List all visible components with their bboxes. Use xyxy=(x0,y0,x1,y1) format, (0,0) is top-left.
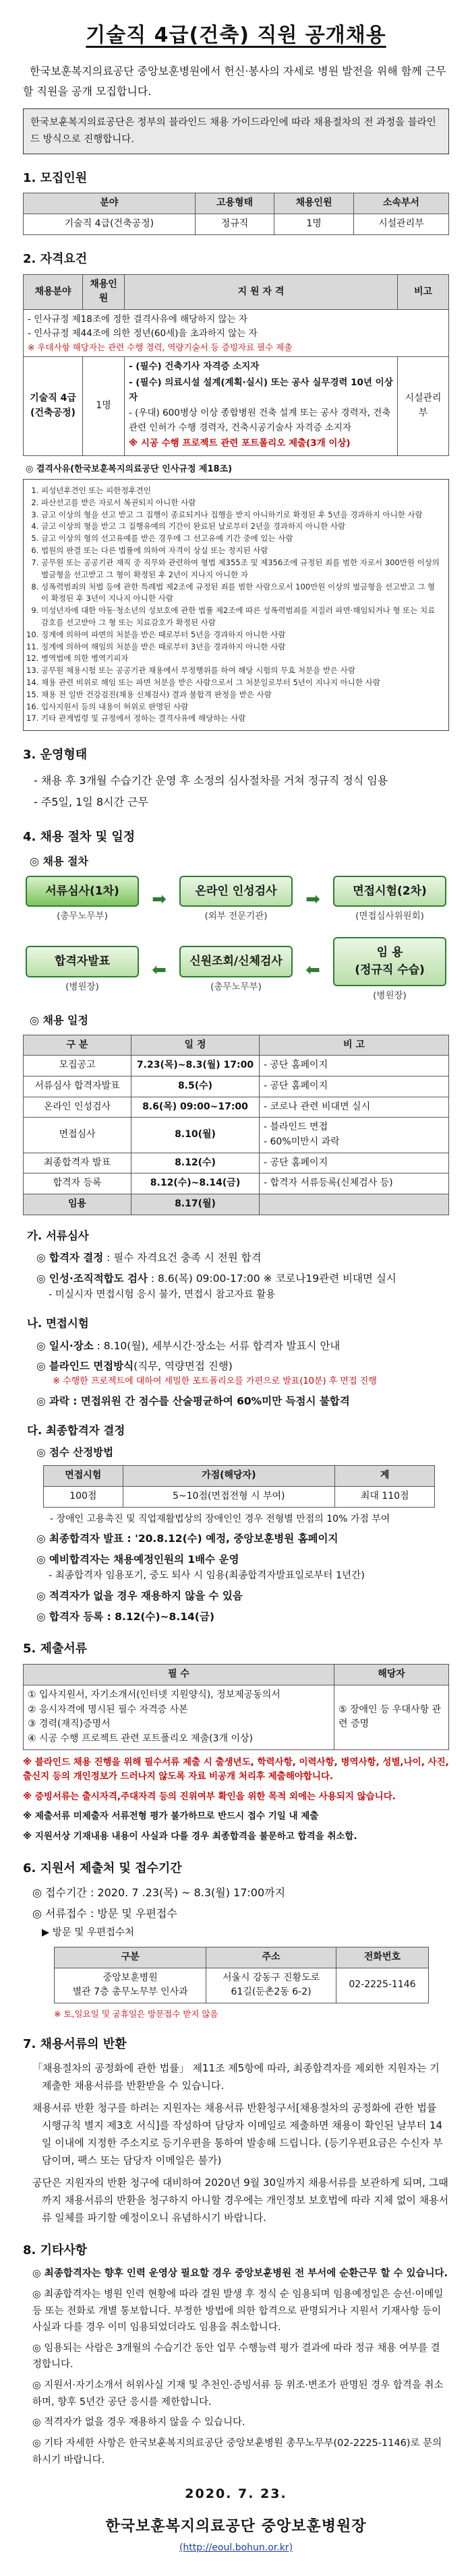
arrow-left-icon: ⬅ xyxy=(152,959,167,980)
section-heading-submission: 6. 지원서 제출처 및 접수기간 xyxy=(23,1861,182,1875)
return-paragraph: 「채용절차의 공정화에 관한 법률」 제11조 제5항에 따라, 최종합격자를 제외한 지원자는 기 제출한 채용서류를 반환받을 수 있습니다. xyxy=(32,2062,440,2092)
table-header: 계 xyxy=(334,1466,434,1487)
table-cell: 합격자 등록 xyxy=(24,1173,131,1194)
list-item: 4. 금고 이상의 형을 받고 그 집행유예의 기간이 완료된 날로부터 2년을 경과하지 아니한 사람 xyxy=(41,521,442,533)
table-header: 비 고 xyxy=(260,1035,449,1056)
requirement-line: - (우대) 600병상 이상 종합병원 건축 설계 또는 공사 경력자, 건축 관련 인허가 수행 경력자, 건축시공기술사 자격증 소지자 xyxy=(129,408,391,433)
flow-step-owner: (병원장) xyxy=(373,990,407,1001)
section-heading-recruitment: 1. 모집인원 xyxy=(23,170,88,185)
flow-step-owner: (면접심사위원회) xyxy=(355,911,424,922)
table-header: 전화번호 xyxy=(336,1947,428,1968)
detail-item xyxy=(36,1270,449,1303)
intro-paragraph: 한국보훈복지의료공단 중앙보훈병원에서 헌신·봉사의 자세로 병원 발전을 위해 함께 근무할 직원을 공개 모집합니다. xyxy=(23,64,446,98)
documents-table xyxy=(23,1664,449,1749)
table-header: 일 정 xyxy=(131,1035,260,1056)
table-cell: 모집공고 xyxy=(24,1056,131,1076)
flow-step-box: 서류심사(1차) xyxy=(26,876,139,907)
detail-item-head: ◎ 블라인드 면접방식 xyxy=(36,1360,134,1373)
list-item: 10. 징계에 의하여 파면의 처분을 받은 때로부터 5년을 경과하지 아니한 사람 xyxy=(41,629,442,641)
list-item: 6. 법원의 판결 또는 다른 법률에 의하여 자격이 상실 또는 정지된 사람 xyxy=(41,545,442,557)
table-row xyxy=(24,1173,449,1194)
list-item: 11. 징계에 의하여 해임의 처분을 받은 때로부터 3년을 경과하지 아니한 사람 xyxy=(41,641,442,653)
table-row xyxy=(24,1076,449,1097)
section-heading-misc: 8. 기타사항 xyxy=(23,2243,88,2258)
list-item: 16. 입사지원서 등의 내용이 허위로 판명된 사람 xyxy=(41,701,442,713)
flow-step-owner: (총무노무부) xyxy=(57,911,108,922)
flow-step xyxy=(333,876,446,924)
arrow-left-icon: ⬅ xyxy=(305,959,320,980)
operation-list xyxy=(34,770,449,813)
table-cell: 최대 110점 xyxy=(334,1486,434,1507)
table-header: 지 원 자 격 xyxy=(125,274,398,309)
detail-item-head: ◎ 인성·조직적합도 검사 xyxy=(36,1273,148,1285)
detail-item-head: ◎ 합격자 결정 xyxy=(36,1252,104,1264)
table-cell: 면접심사 xyxy=(24,1118,131,1153)
flow-step-box: 임 용 (정규직 수습) xyxy=(333,937,446,986)
return-paragraph: 공단은 지원자의 반환 청구에 대비하여 2020년 9월 30일까지 채용서류를 보관하게 되며, 그때까지 채용서류의 반환을 청구하지 아니할 경우에는 개인정보 보호법에 따라 지체 없이 채용서류 일체를 파기할 예정이오니 유념하시기 바랍니다. xyxy=(32,2176,449,2224)
requirement-line: - (필수) 건축기사 자격증 소지자 xyxy=(129,361,260,373)
general-requirement: - 인사규정 제18조에 정한 결격사유에 해당하지 않는 자 xyxy=(28,314,247,325)
blind-hiring-notice: 한국보훈복지의료공단은 정부의 블라인드 채용 가이드라인에 따라 채용절차의 전 과정을 블라인드 방식으로 진행합니다. xyxy=(23,108,449,154)
list-item: ◎ 지원서·자기소개서 허위사실 기재 및 추천인·증빙서류 등 위조·변조가 판명된 경우 합격을 취소하며, 향후 5년간 공단 응시를 제한합니다. xyxy=(32,2380,444,2408)
flow-step-owner: (총무노무부) xyxy=(210,981,262,992)
procedure-flow-row-1 xyxy=(26,876,446,924)
disqualification-heading: ◎ 결격사유(한국보훈복지의료공단 인사규정 제18조) xyxy=(26,463,233,474)
document-usage-note: ※ 증빙서류는 출시자격,주대자격 등의 진위여부 확인을 위한 목적 외에는 사용되지 않습니다. xyxy=(23,1791,396,1802)
detail-item-head: ◎ 일시·장소 xyxy=(36,1339,94,1352)
veteran-note: ※ 우대사항 해당자는 관련 수행 경력, 역량기술서 등 증빙자료 필수 제출 xyxy=(28,342,293,352)
score-label: ◎ 점수 산정방법 xyxy=(36,1446,114,1459)
list-item: ◎ 적격자가 없을 경우 재용하지 않을 수 있습니다. xyxy=(32,2417,245,2428)
arrow-right-icon: ➡ xyxy=(152,889,167,910)
flow-step xyxy=(179,876,293,924)
table-row xyxy=(24,1685,449,1749)
flow-step xyxy=(333,937,446,1003)
return-paragraph: 채용서류 반환 청구를 하려는 지원자는 채용서류 반환청구서[채용절차의 공정화에 관한 법률 시행규칙 별지 제3호 서식]를 작성하여 담당자 이메일로 제출하면 채용이 확인된 날부터 14일 이내에 지정한 주소지로 등기우편을 통하여 발송해 드립니다. (등기우편요금은 수신자 부담이며, 팩스 또는 담당자 이메일은 불가) xyxy=(32,2101,443,2167)
detail-sub-note: - 최종합격자 임용포기, 중도 퇴사 시 임용(최종합격자발표일로부터 1년간) xyxy=(49,1570,365,1581)
table-header: 주소 xyxy=(206,1947,336,1968)
flow-step-box: 온라인 인성검사 xyxy=(179,876,293,907)
table-row xyxy=(24,310,449,357)
table-row xyxy=(44,1486,435,1507)
table-cell: 서류심사 합격자발표 xyxy=(24,1076,131,1097)
table-header: 소속부서 xyxy=(353,193,448,214)
flow-step-owner: (외부 전문기관) xyxy=(204,911,268,922)
flow-step-owner: (병원장) xyxy=(65,981,99,992)
table-cell: 8.12(수)~8.14(금) xyxy=(131,1173,260,1194)
section-heading-qualifications: 2. 자격요건 xyxy=(23,251,88,266)
table-cell: 100점 xyxy=(44,1486,123,1507)
procedure-label: ◎ 채용 절차 xyxy=(30,855,88,868)
visit-note: ※ 토,일요일 및 공휴일은 방문접수 받지 않음 xyxy=(54,2008,218,2019)
detail-item xyxy=(36,1250,449,1266)
count-cell: 1명 xyxy=(83,357,125,456)
detail-item-text: : 8.6(목) 09:00-17:00 ※ 코로나19관련 비대면 실시 xyxy=(147,1273,396,1285)
signer-name: 한국보훈복지의료공단 중앙보훈병원장 xyxy=(105,2517,367,2535)
portfolio-requirement: ※ 시공 수행 프로젝트 관련 포트폴리오 제출(3개 이상) xyxy=(129,438,351,449)
table-header: 가점(해당자) xyxy=(123,1466,334,1487)
table-cell: 8.12(수) xyxy=(131,1153,260,1173)
list-item: ④ 시공 수행 프로젝트 관련 포트폴리오 제출(3개 이상) xyxy=(28,1733,254,1744)
schedule-label: ◎ 채용 일정 xyxy=(30,1013,88,1027)
general-requirement: - 인사규정 제44조에 의한 정년(60세)을 초과하지 않는 자 xyxy=(28,328,258,340)
table-header: 비고 xyxy=(398,274,449,309)
detail-item xyxy=(36,1338,449,1355)
submission-period xyxy=(32,1883,449,1942)
table-header: 분야 xyxy=(24,193,196,214)
table-cell: 정규직 xyxy=(195,214,274,235)
list-item: 5. 금고 이상의 형의 선고유예를 받은 경우에 그 선고유예 기간 중에 있는 사람 xyxy=(41,533,442,545)
detail-item: ◎ 적격자가 없을 경우 재용하지 않을 수 있음 xyxy=(36,1589,243,1602)
list-item: ◎ 최종합격자는 병원 인력 현황에 따라 결원 발생 후 정식 순 임용되며 임용예정일은 승선·이메일 등 또는 전화로 개별 통보합니다. 부정한 방법에 의한 합격으로 판명되거나 지원서 기재사항 등이 사실과 다를 경우 이미 임용되었더라도 임용을 취소합니다. xyxy=(32,2288,444,2333)
detail-item-text: ◎ 예비합격자는 채용예정인원의 1배수 운영 xyxy=(36,1553,239,1566)
table-cell: 02-2225-1146 xyxy=(336,1968,428,2003)
table-cell: - 공단 홈페이지 xyxy=(260,1153,449,1173)
table-row xyxy=(24,1194,449,1215)
list-item: - 채용 후 3개월 수습기간 운영 후 소정의 심사절차를 거쳐 정규직 정식 임용 xyxy=(34,774,388,787)
detail-item: ◎ 합격자 등록 : 8.12(수)~8.14(금) xyxy=(36,1610,214,1623)
table-header: 고용형태 xyxy=(195,193,274,214)
section-heading-documents: 5. 제출서류 xyxy=(23,1642,88,1656)
table-header: 구 분 xyxy=(24,1035,131,1056)
score-table xyxy=(43,1465,435,1507)
table-cell: 서울시 강동구 진황도로 61길(둔촌2동 6-2) xyxy=(206,1968,336,2003)
table-cell: - 코로나 관련 비대면 실시 xyxy=(260,1097,449,1118)
table-row xyxy=(55,1968,429,2003)
list-item: 14. 채용 관련 비위로 해임 또는 파면 처분을 받은 사람으로서 그 처분일로부터 5년이 지나지 아니한 사람 xyxy=(41,677,442,689)
table-cell: 중앙보훈병원 별관 7층 총무노무부 인사과 xyxy=(55,1968,206,2003)
announcement-date: 2020. 7. 23. xyxy=(185,2486,287,2502)
deadline-warning: ※ 제출서류 미제출자 서류전형 평가 불가하므로 반드시 접수 기일 내 제출 xyxy=(23,1811,319,1822)
flow-step-box: 면접시험(2차) xyxy=(333,876,446,907)
homepage-link[interactable]: (http://eoul.bohun.or.kr) xyxy=(179,2542,293,2553)
detail-sub-note: - 미실시자 면접시험 응시 불가, 면접시 참고자료 활용 xyxy=(49,1289,276,1300)
table-cell: - 공단 홈페이지 xyxy=(260,1076,449,1097)
flow-step xyxy=(179,946,293,994)
list-item: 9. 미성년자에 대한 아동·청소년의 성보호에 관한 법률 제2조에 따른 성폭력범죄를 저질러 파면·해임되거나 형 또는 치료감호를 선고받아 그 형 또는 치료감호가 확정된 사람 xyxy=(41,605,442,629)
schedule-table xyxy=(23,1035,449,1215)
list-item: 13. 공무원 채용시험 또는 공공기관 채용에서 부정행위를 하여 해당 시험의 무효 처분을 받은 사람 xyxy=(41,665,442,677)
list-item: ◎ 접수기간 : 2020. 7 .23(목) ~ 8.3(월) 17:00까지 xyxy=(32,1886,286,1900)
list-item: 7. 공무원 또는 공공기관 재직 중 직무와 관련하여 형법 제355조 및 제356조에 규정된 죄를 범한 자로서 300만원 이상의 벌금형을 선고받고 그 형이 확정된 후 2년이 지나지 아니한 자 xyxy=(41,557,442,581)
subsection-heading-final-decision: 다. 최종합격자 결정 xyxy=(27,1423,125,1437)
list-item: ◎ 기타 자세한 사항은 한국보훈복지의료공단 중앙보훈병원 총무노무부(02-2225-1146)로 문의하시기 바랍니다. xyxy=(32,2438,442,2466)
list-item: 15. 채용 전 일반 건강검진(채용 신체검사) 결과 불합격 판정을 받은 사람 xyxy=(41,689,442,701)
table-cell: 온라인 인성검사 xyxy=(24,1097,131,1118)
subsection-heading-interview: 나. 면접시험 xyxy=(27,1317,89,1330)
table-header: 필 수 xyxy=(24,1665,334,1685)
page-title: 기술직 4급(건축) 직원 공개채용 xyxy=(86,24,386,47)
table-cell: - 공단 홈페이지 xyxy=(260,1056,449,1076)
table-row xyxy=(24,1056,449,1076)
list-item: 8. 성폭력범죄의 처벌 등에 관한 특례법 제2조에 규정된 죄를 범한 사람으로서 100만원 이상의 벌금형을 선고받고 그 형이 확정된 후 3년이 지나지 아니한 사람 xyxy=(41,581,442,606)
note-cell: 시설관리부 xyxy=(398,357,449,456)
qualifications-table xyxy=(23,274,449,456)
table-cell: 8.10(월) xyxy=(131,1118,260,1153)
list-item: 17. 기타 관계법령 및 규정에서 정하는 결격사유에 해당하는 사람 xyxy=(41,713,442,725)
table-cell xyxy=(260,1194,449,1215)
list-item: 3. 금고 이상의 형을 선고 받고 그 집행이 종료되거나 집행을 받지 아니하기로 확정된 후 5년을 경과하지 아니한 사람 xyxy=(41,509,442,521)
list-item: 1. 피성년후견인 또는 피한정후견인 xyxy=(41,485,442,497)
section-heading-operation: 3. 운영형태 xyxy=(23,748,88,763)
table-row xyxy=(24,1153,449,1173)
flow-step-box: 신원조회/신체검사 xyxy=(179,946,293,977)
detail-item-text: : 면접위원 간 점수를 산술평균하여 60%미만 득점시 불합격 xyxy=(69,1395,350,1407)
blind-submission-warning: ※ 블라인드 채용 진행을 위해 필수서류 제출 시 출생년도, 학력사항, 이력사항, 병역사항, 성별,나이, 사진, 출신지 등의 개인정보가 드러나지 않도록 자료 비공개 처리후 제출해야합니다. xyxy=(23,1756,449,1782)
address-table xyxy=(54,1947,429,2003)
detail-item-text: : 8.10(월), 세부시간·장소는 서류 합격자 발표시 안내 xyxy=(93,1339,341,1352)
detail-item xyxy=(36,1551,449,1584)
table-cell: 8.6(목) 09:00~17:00 xyxy=(131,1097,260,1118)
table-cell: 최종합격자 발표 xyxy=(24,1153,131,1173)
list-item: 12. 병역법에 의한 병역기피자 xyxy=(41,653,442,665)
procedure-flow-row-2 xyxy=(26,937,446,1003)
disqualification-box xyxy=(23,479,449,731)
table-header: 채용인원 xyxy=(83,274,125,309)
section-heading-document-return: 7. 채용서류의 반환 xyxy=(23,2037,127,2052)
table-cell: ⑤ 장애인 등 우대사항 관련 증명 xyxy=(334,1685,449,1749)
table-header: 해당자 xyxy=(334,1665,449,1685)
recruitment-table xyxy=(23,193,449,234)
table-row xyxy=(24,1118,449,1153)
disability-bonus-note: - 장애인 고용촉진 및 직업재활법상의 장애인인 경우 전형별 만점의 10% 가점 부여 xyxy=(50,1513,390,1524)
detail-item xyxy=(36,1393,449,1410)
list-item: ② 응시자격에 명시된 필수 자격증 사본 xyxy=(28,1704,188,1715)
list-item: ① 입사지원서, 자기소개서(인터넷 지원양식), 정보제공동의서 xyxy=(28,1689,281,1700)
list-item: ◎ 임용되는 사람은 3개월의 수습기간 동안 업무 수행능력 평가 결과에 따라 정규 채용 여부를 결정합니다. xyxy=(32,2342,440,2371)
list-item: ◎ 서류접수 : 방문 및 우편접수 xyxy=(32,1906,177,1920)
flow-step xyxy=(26,946,139,994)
table-cell: 시설관리부 xyxy=(353,214,448,235)
detail-item-text: (직무, 역량면접 진행) xyxy=(134,1360,233,1373)
table-header: 채용분야 xyxy=(24,274,83,309)
table-cell: 기술직 4급(건축공정) xyxy=(24,214,196,235)
table-cell: 1명 xyxy=(274,214,354,235)
subsection-heading-document-review: 가. 서류심사 xyxy=(27,1229,89,1242)
flow-step xyxy=(26,876,139,924)
arrow-right-icon: ➡ xyxy=(305,889,320,910)
requirement-line: - (필수) 의료시설 설계(계획·실시) 또는 공사 실무경력 10년 이상자 xyxy=(129,377,393,403)
detail-item xyxy=(36,1358,449,1389)
table-row xyxy=(24,214,449,235)
section-heading-procedure: 4. 채용 절차 및 일정 xyxy=(23,830,136,845)
list-item: ◎ 최종합격자는 향후 인력 운영상 필요할 경우 중앙보훈병원 전 부서에 순환근무 할 수 있습니다. xyxy=(32,2268,448,2280)
interview-warning: ※ 수행한 프로젝트에 대하여 세밀한 포트폴리오를 가편으로 발표(10분) 후 면접 진행 xyxy=(53,1376,377,1387)
table-cell: 8.17(월) xyxy=(131,1194,260,1215)
list-item: 2. 파산선고를 받은 자로서 복권되지 아니한 사람 xyxy=(41,497,442,509)
table-cell: - 블라인드 면접 - 60%미만시 과락 xyxy=(260,1118,449,1153)
list-item: ▶ 방문 및 우편접수처 xyxy=(42,1927,135,1939)
table-cell: 임용 xyxy=(24,1194,131,1215)
table-row xyxy=(24,1097,449,1118)
table-cell: 7.23(목)~8.3(월) 17:00 xyxy=(131,1056,260,1076)
false-entry-warning: ※ 지원서상 기재내용 내용이 사실과 다를 경우 최종합격을 불문하고 합격을 취소합. xyxy=(23,1831,357,1842)
detail-item: ◎ 최종합격자 발표 : '20.8.12(수) 예정, 중앙보훈병원 홈페이지 xyxy=(36,1532,338,1545)
table-cell: 8.5(수) xyxy=(131,1076,260,1097)
detail-item-head: ◎ 과락 xyxy=(36,1395,69,1407)
list-item: - 주5일, 1일 8시간 근무 xyxy=(34,796,148,809)
flow-step-box: 합격자발표 xyxy=(26,946,139,977)
list-item: ③ 경력(재직)증명서 xyxy=(28,1718,111,1730)
table-row xyxy=(24,357,449,456)
table-header: 구분 xyxy=(55,1947,206,1968)
table-cell: - 합격자 서류등록(신체검사 등) xyxy=(260,1173,449,1194)
table-header: 면접시험 xyxy=(44,1466,123,1487)
field-cell: 기술직 4급 (건축공정) xyxy=(24,357,83,456)
table-cell: 5~10점(면접전형 시 부여) xyxy=(123,1486,334,1507)
table-header: 채용인원 xyxy=(274,193,354,214)
detail-item-text: : 필수 자격요건 충족 시 전원 합격 xyxy=(103,1252,262,1264)
